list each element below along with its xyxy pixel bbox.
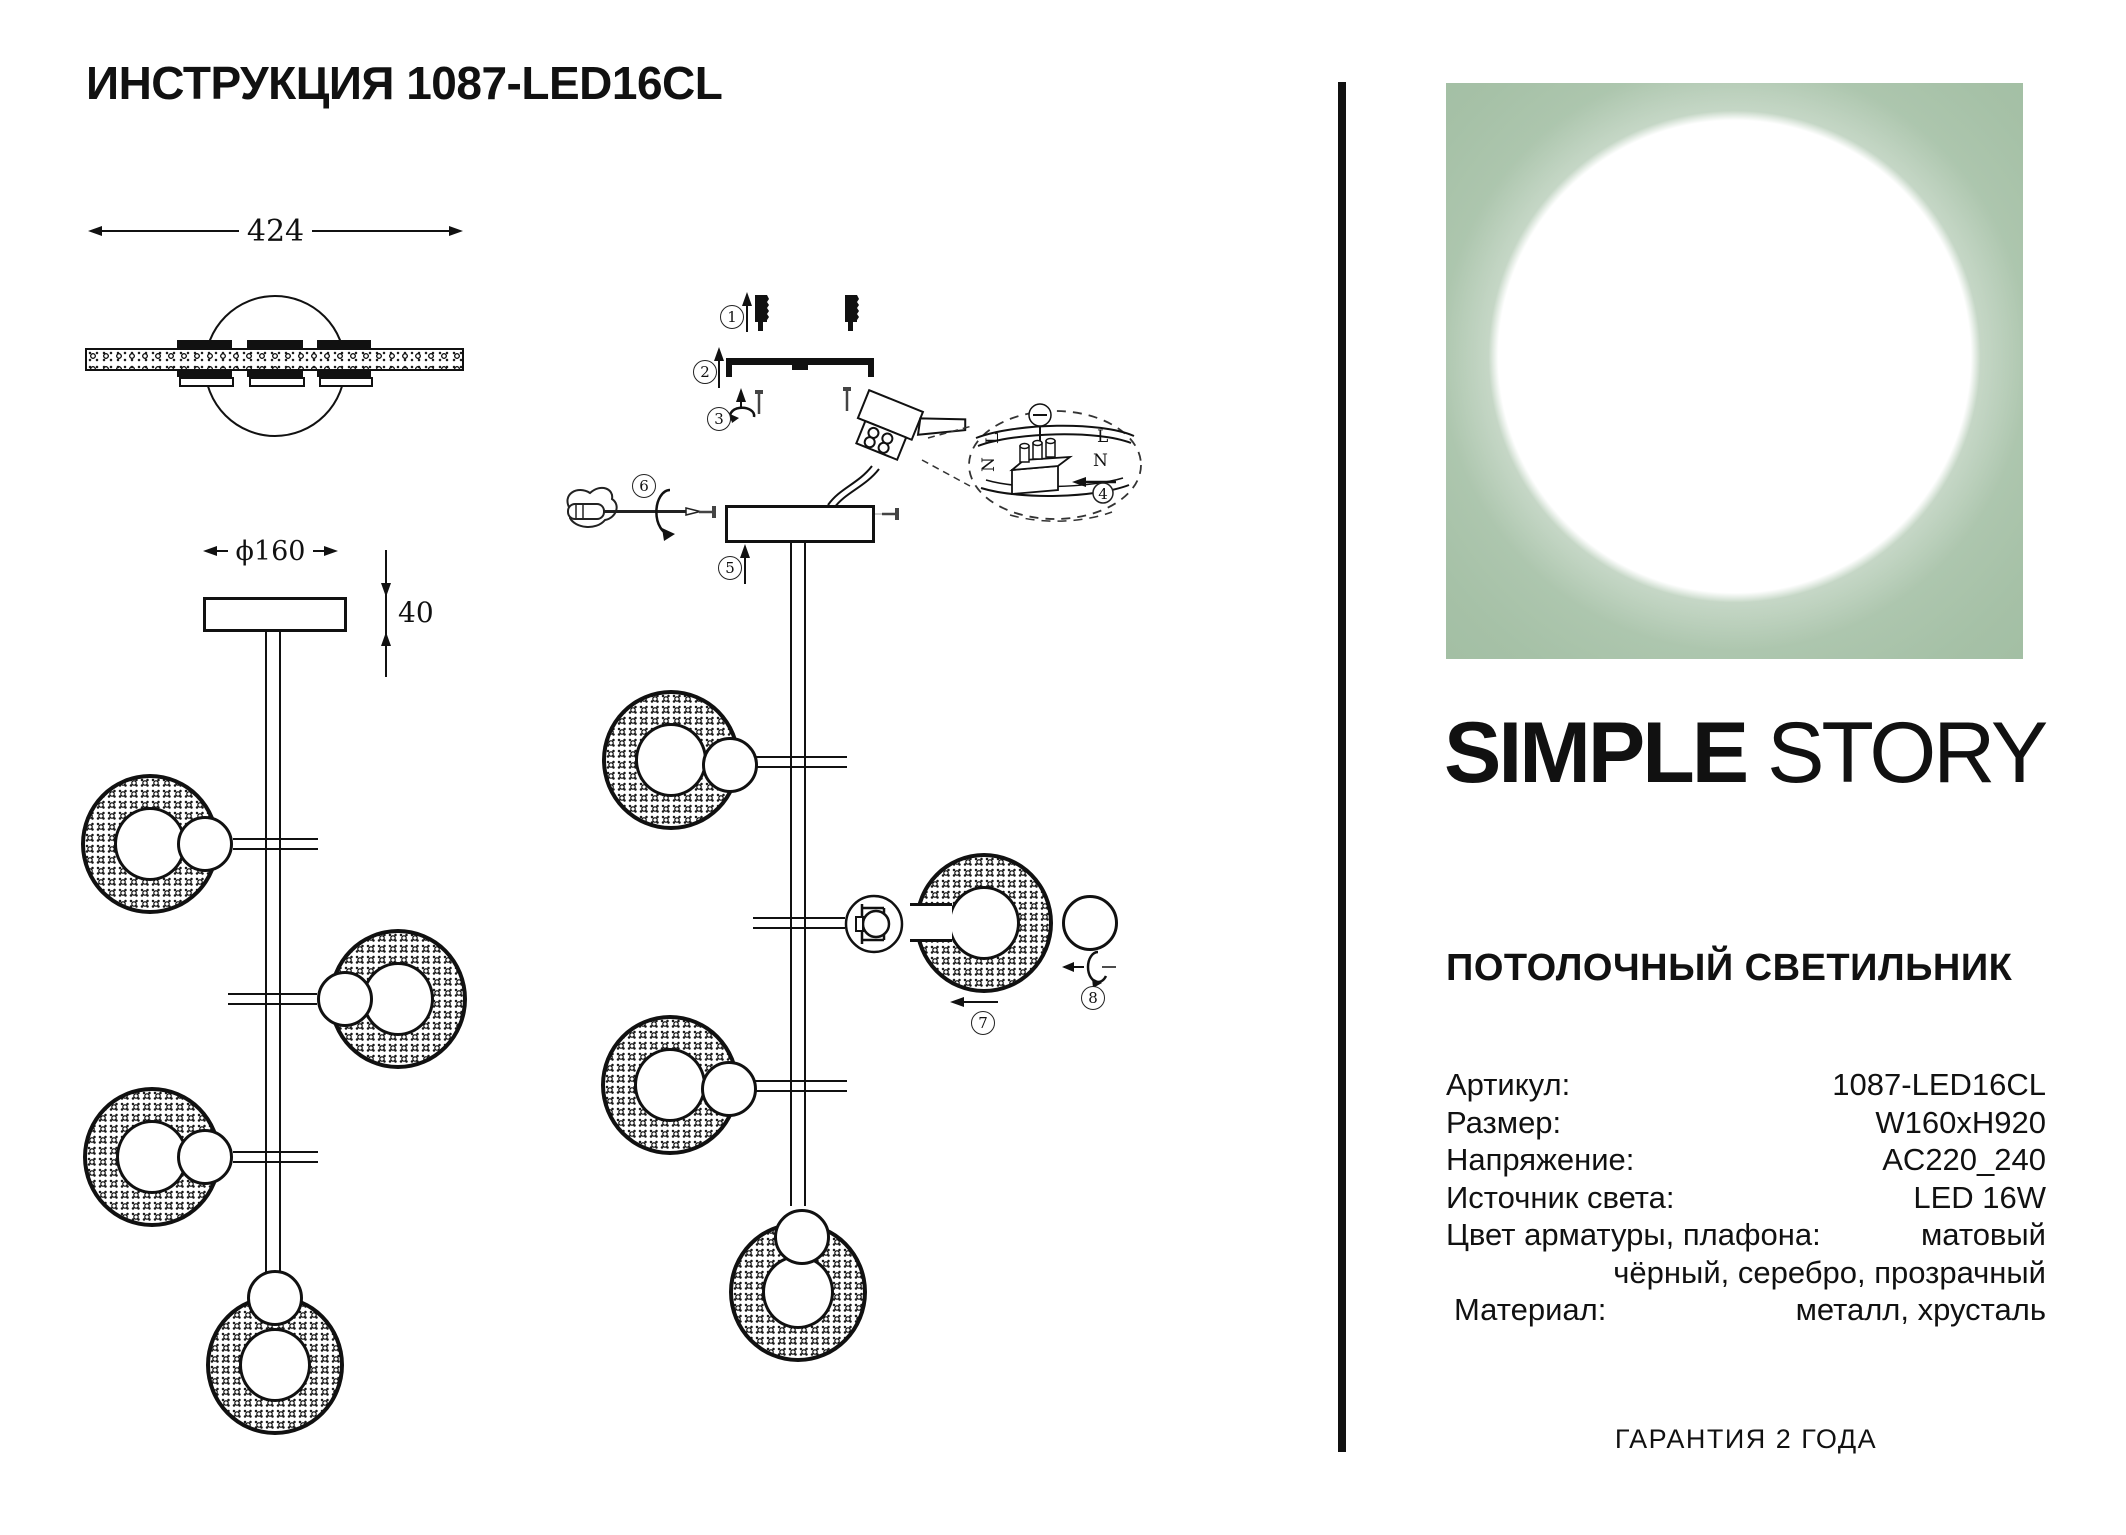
assembly-glass-sphere — [701, 1061, 757, 1117]
spec-label: Размер: — [1446, 1104, 1562, 1140]
front-view-glass-sphere — [317, 971, 373, 1027]
top-view-holder-tab — [177, 340, 232, 349]
spec-value: матовый — [1920, 1217, 2046, 1252]
assembly-step-7-badge: 7 — [971, 1011, 995, 1035]
front-view-glass-sphere — [247, 1270, 303, 1326]
product-photo — [1446, 83, 2023, 659]
spec-row — [1446, 1179, 2046, 1217]
wall-plug-icon — [842, 294, 862, 336]
top-view-holder-tab — [317, 370, 371, 377]
spec-label: Источник света: — [1446, 1179, 1675, 1215]
arrow-up-icon — [714, 347, 724, 361]
top-view-holder-tab — [177, 370, 232, 377]
front-view-glass-sphere — [177, 1129, 233, 1185]
dim-arrow-right-icon — [449, 226, 463, 236]
front-view-canopy — [203, 597, 347, 632]
spec-row — [1446, 1216, 2046, 1254]
warranty-note: ГАРАНТИЯ 2 ГОДА — [1614, 1424, 1878, 1454]
ring-opening — [910, 903, 952, 942]
spec-row — [1446, 1141, 2046, 1179]
spec-table — [1446, 1066, 2046, 1329]
assembly-glass-sphere — [702, 737, 758, 793]
spec-value: W160xH920 — [1875, 1104, 2046, 1140]
wall-plug-icon — [752, 294, 772, 336]
assembly-glass-sphere — [1062, 895, 1118, 951]
top-view-holder-tab — [317, 340, 371, 349]
brand-word-2: STORY — [1767, 705, 2046, 801]
dimension-overall-width — [88, 213, 463, 249]
front-view-glass-sphere — [177, 816, 233, 872]
screw-icon — [753, 389, 765, 415]
top-view-holder-tab — [247, 340, 303, 349]
top-view-holder-plate — [249, 377, 305, 387]
dim-arrow-right-icon — [324, 546, 338, 556]
dim-arrow-left-icon — [203, 546, 217, 556]
front-view-pole — [265, 629, 281, 1272]
wiring-label-neutral: N — [1093, 451, 1108, 471]
arrow-left-icon — [950, 997, 964, 1007]
screw-icon — [698, 504, 718, 520]
top-view-holder-tab — [247, 370, 303, 377]
assembly-step-3-badge: 3 — [707, 407, 731, 431]
assembly-arrow-line — [960, 1001, 998, 1003]
arrow-up-icon — [736, 388, 746, 402]
section-divider — [1338, 82, 1346, 1452]
product-type-heading: ПОТОЛОЧНЫЙ СВЕТИЛЬНИК — [1446, 947, 2013, 989]
dimension-canopy-diameter — [203, 536, 338, 566]
assembly-step-2-badge: 2 — [693, 360, 717, 384]
top-view-holder-plate — [319, 377, 373, 387]
sphere-holder-clamp — [842, 892, 906, 956]
dimension-canopy-height-value: 40 — [398, 596, 434, 629]
rotate-icon — [1062, 950, 1118, 988]
spec-row — [1446, 1291, 2046, 1329]
mounting-bracket-bar — [728, 358, 872, 365]
arrow-up-icon — [742, 292, 752, 306]
assembly-step-5-badge: 5 — [718, 556, 742, 580]
dim-arrow-down-icon — [381, 583, 391, 597]
brand-word-1: SIMPLE — [1444, 705, 1747, 801]
dimension-canopy-height-line — [385, 550, 387, 677]
spec-label: Материал: — [1454, 1292, 1607, 1327]
assembly-pole — [790, 540, 806, 1206]
spec-value: LED 16W — [1913, 1179, 2046, 1215]
wiring-label-live-rot: L — [983, 432, 1003, 444]
spec-label: Артикул: — [1446, 1067, 1571, 1102]
top-view-crystal-bar — [85, 348, 464, 371]
wiring-label-live: L — [1097, 427, 1109, 447]
spec-value: металл, хрусталь — [1795, 1292, 2046, 1327]
top-view-holder-plate — [179, 377, 234, 387]
spec-value: AC220_240 — [1882, 1142, 2046, 1177]
assembly-step-8-badge: 8 — [1081, 986, 1105, 1010]
dimension-canopy-diameter-value: ϕ160 — [235, 535, 306, 567]
spec-value: 1087-LED16CL — [1832, 1067, 2046, 1102]
brand-logo — [1444, 704, 2044, 803]
spec-row — [1446, 1066, 2046, 1104]
assembly-step-1-badge: 1 — [720, 305, 744, 329]
wiring-label-neutral-rot: N — [979, 457, 999, 472]
dim-arrow-up-icon — [381, 632, 391, 646]
assembly-glass-sphere — [774, 1209, 830, 1265]
assembly-step-6-badge: 6 — [632, 474, 656, 498]
spec-label: Напряжение: — [1446, 1142, 1635, 1177]
arrow-up-icon — [740, 544, 750, 558]
spec-row — [1446, 1254, 2046, 1292]
page-title: ИНСТРУКЦИЯ 1087-LED16CL — [86, 57, 723, 109]
dim-arrow-left-icon — [88, 226, 102, 236]
assembly-step-4-badge: 4 — [1098, 485, 1108, 503]
spec-value: чёрный, серебро, прозрачный — [1613, 1254, 2046, 1290]
spec-label: Цвет арматуры, плафона: — [1446, 1217, 1821, 1252]
dimension-overall-width-value: 424 — [246, 213, 305, 249]
assembly-canopy — [725, 505, 875, 543]
spec-row — [1446, 1104, 2046, 1142]
screw-icon — [880, 506, 902, 522]
